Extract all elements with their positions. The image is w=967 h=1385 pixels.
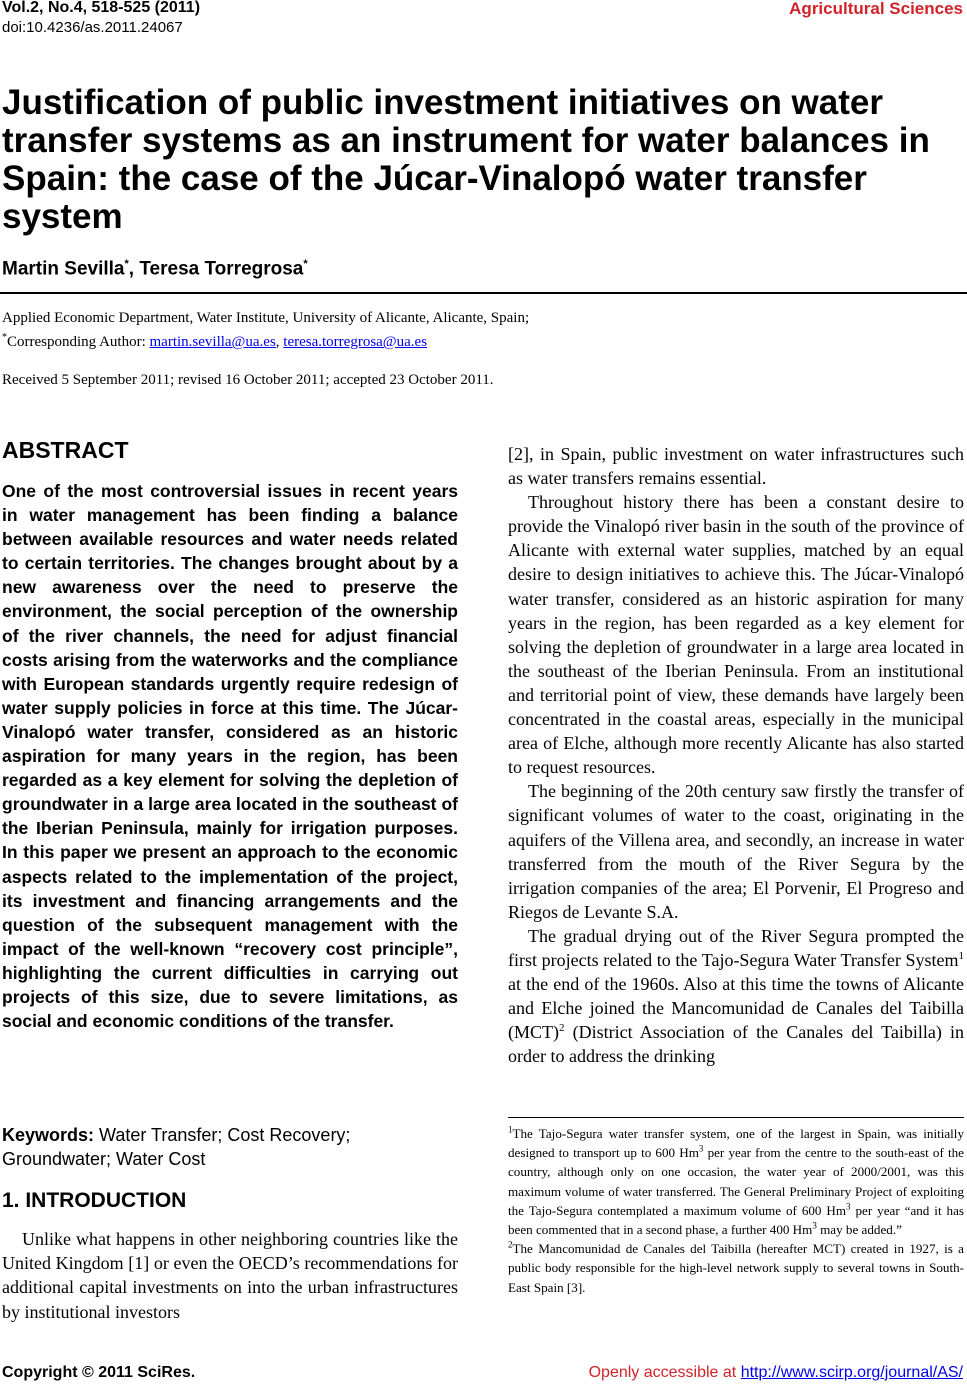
access-note [589,1364,963,1382]
author-name: Martin Sevilla [2,258,125,280]
author-name: Teresa Torregrosa [139,258,304,280]
footnote-mark: 1 [508,1124,513,1135]
journal-url-link[interactable]: http://www.scirp.org/journal/AS/ [740,1364,963,1381]
affiliation-block [2,308,529,352]
copyright: Copyright © 2011 SciRes. [2,1364,196,1381]
doi: doi:10.4236/as.2011.24067 [2,19,183,36]
corresponding-mark: * [124,258,129,270]
keywords [2,1123,458,1171]
corresponding-mark: * [303,258,308,270]
footnote-mark: 2 [508,1239,513,1250]
paragraph: Unlike what happens in other neighboring countries like the United Kingdom [1] or even the OECD’s recommendations for additional capital investments on into the urban infrastructures by institutional investors [2,1229,458,1322]
footnote-ref: 1 [958,949,964,962]
paragraph [508,924,964,1069]
abstract-text: One of the most controversial issues in recent years in water management has been finding a balance between available resources and water needs related to certain territories. The changes brought about by a new awareness over the need to preserve the environment, the social perception of the ownership of the river channels, the need for adjust financial costs arising from the waterworks and the compliance with European standards urgently require redesign of water supply policies in force at this time. The Júcar-Vinalopó water transfer, considered as an historic aspiration for many years in the region, has been regarded as a key element for solving the depletion of groundwater in a large area located in the southeast of the Iberian Peninsula, mainly for irrigation purposes. In this paper we present an approach to the economic aspects related to the implementation of the project, its investment and financing arrangements and the question of the subsequent management with the impact of the well-known “recovery cost principle”, highlighting the current difficulties in carrying out projects of this size, due to severe limitations, as social and economic conditions of the transfer. [2,481,458,1032]
authors [2,258,308,280]
keywords-text: Water Transfer; Cost Recovery; Groundwater; Water Cost [2,1125,351,1169]
corresponding-label: Corresponding Author: [7,334,150,350]
email-link[interactable]: martin.sevilla@ua.es [149,334,276,350]
journal-name: Agricultural Sciences [789,0,963,18]
text-run: may be added.” [816,1222,902,1238]
footnote-divider [508,1117,964,1118]
footnote [508,1239,964,1297]
email-link[interactable]: teresa.torregrosa@ua.es [283,334,428,350]
superscript: 3 [812,1220,817,1231]
footnotes [508,1124,964,1297]
author-separator: , [128,258,140,280]
text-run: The Tajo-Segura water transfer system, one of the largest in Spain, was initially designed to transport up to 600 Hm [508,1126,964,1161]
text-run: (District Association of the Canales del Taibilla) in order to address the drinking [508,1022,964,1067]
superscript: 3 [698,1143,704,1154]
paragraph: The beginning of the 20th century saw firstly the transfer of significant volumes of water to the coast, originating in the aquifers of the Villena area, and secondly, an increase in water transferred from the mouth of the River Segura by the irrigation companies of the area; El Porvenir, El Progreso and Riegos de Levante S.A. [508,781,964,922]
journal-volume: Vol.2, No.4, 518-525 (2011) [2,0,201,16]
email-separator: , [275,334,284,350]
footnote [508,1124,964,1239]
abstract-heading: ABSTRACT [2,437,129,463]
footnote-ref: 2 [559,1022,565,1035]
paper-title: Justification of public investment initiatives on water transfer systems as an instrument for water balances in Spain: the case of the Júcar-Vinalopó water transfer system [2,83,930,236]
keywords-label: Keywords: [2,1125,95,1145]
access-label: Openly accessible at [588,1364,741,1381]
received-dates: Received 5 September 2011; revised 16 October 2011; accepted 23 October 2011. [2,372,494,388]
text-run: per year “and it has been commented that in a second phase, a further 400 Hm [508,1202,964,1238]
paragraph: [2], in Spain, public investment on water infrastructures such as water transfers remains essential. [508,444,964,489]
affiliation: Applied Economic Department, Water Institute, University of Alicante, Alicante, Spain; [2,310,530,326]
corresponding-author [2,328,529,352]
text-run: The gradual drying out of the River Segura prompted the first projects related to the Tajo-Segura Water Transfer System [508,925,964,970]
text-run: per year from the centre to the south-east of the country, although only on one occasion, the water year of 2000/2001, was this maximum volume of water transferred. The General Preliminary Project of exploiting the Tajo-Segura contemplated a maximum volume of 600 Hm [508,1145,964,1218]
text-run: at the end of the 1960s. Also at this time the towns of Alicante and Elche joined the Mancomunidad de Canales del Taibilla (MCT) [508,974,964,1043]
right-column [508,442,964,1068]
corresponding-mark: * [2,332,7,343]
paragraph: Throughout history there has been a constant desire to provide the Vinalopó river basin in the south of the province of Alicante with external water supplies, matched by an equal desire to design initiatives to achieve this. The Júcar-Vinalopó water transfer, considered as an historic aspiration for many years in the region, has been regarded as a key element for solving the depletion of groundwater in a large area located in the southeast of the Iberian Peninsula. From an institutional and territorial point of view, these demands have largely been concentrated in the coastal areas, especially in the municipal area of Elche, although more recently Alicante has also started to request resources. [508,492,964,778]
text-run: The Mancomunidad de Canales del Taibilla (hereafter MCT) created in 1927, is a public body responsible for the high-level network supply to several towns in South-East Spain [3]. [508,1241,964,1295]
section-heading: 1. INTRODUCTION [2,1189,187,1212]
title-divider [0,292,967,294]
superscript: 3 [846,1201,851,1212]
